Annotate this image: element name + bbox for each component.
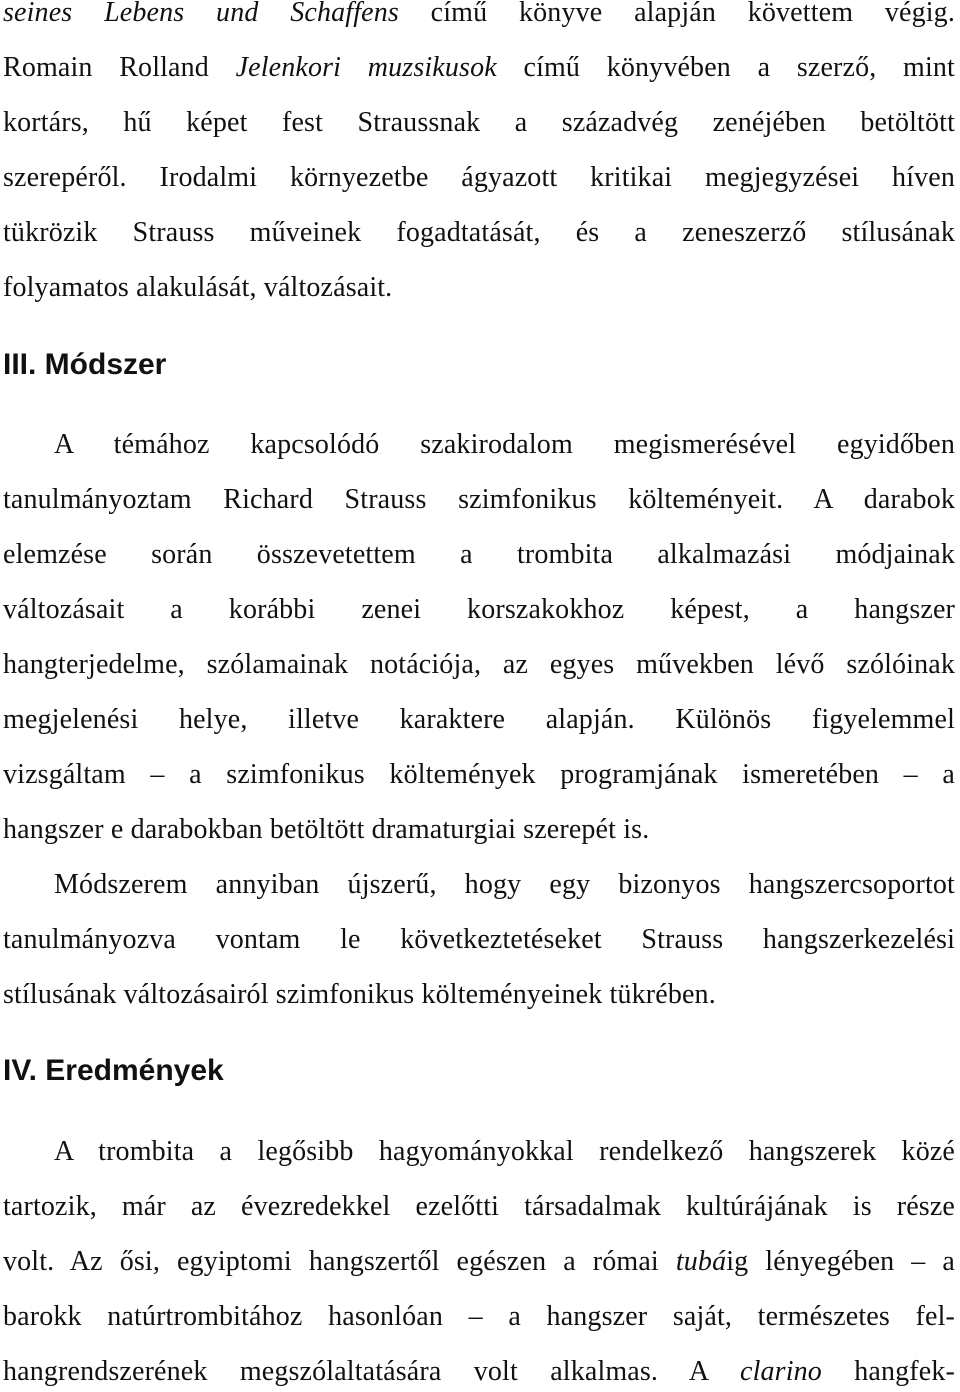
italic-term: tubá (675, 1246, 727, 1277)
text-span: hangrendszerének megszólaltatására volt alkalmas. A (3, 1356, 741, 1387)
book-title-italic: seines Lebens und Schaffens (3, 0, 399, 28)
text-line: Módszerem annyiban újszerű, hogy egy bizonyos hangszercsoportot (54, 869, 955, 900)
text-line: folyamatos alakulását, változásait. (3, 272, 393, 303)
text-line: elemzése során összevetettem a trombita alkalmazási módjainak (3, 539, 955, 570)
text-line (3, 1242, 955, 1282)
text-line: A trombita a legősibb hagyományokkal rendelkező hangszerek közé (54, 1136, 955, 1167)
text-line: kortárs, hű képet fest Straussnak a századvég zenéjében betöltött (3, 107, 955, 138)
text-line: A témához kapcsolódó szakirodalom megismerésével egyidőben (54, 429, 955, 460)
section-heading-results: IV. Eredmények (3, 1054, 224, 1087)
text-line: megjelenési helye, illetve karaktere alapján. Különös figyelemmel (3, 704, 955, 735)
italic-term: clarino (740, 1356, 822, 1387)
text-span: című könyve alapján követtem végig. (398, 0, 955, 28)
text-line: vizsgáltam – a szimfonikus költemények programjának ismeretében – a (3, 759, 955, 790)
text-line: hangszer e darabokban betöltött dramaturgiai szerepét is. (3, 814, 650, 845)
text-span: Romain Rolland (3, 52, 236, 83)
text-line (3, 0, 955, 33)
text-line: tanulmányozva vontam le következtetéseket Strauss hangszerkezelési (3, 924, 955, 955)
text-line (3, 1352, 955, 1392)
text-span: volt. Az ősi, egyiptomi hangszertől egészen a római (3, 1246, 676, 1277)
book-title-italic: Jelenkori muzsikusok (235, 52, 497, 83)
text-span: hangfek- (821, 1356, 955, 1387)
text-line: stílusának változásairól szimfonikus költeményeinek tükrében. (3, 979, 716, 1010)
text-line: hangterjedelme, szólamainak notációja, az egyes művekben lévő szólóinak (3, 649, 955, 680)
text-line (3, 48, 955, 88)
section-heading-method: III. Módszer (3, 348, 167, 381)
text-line: tartozik, már az évezredekkel ezelőtti társadalmak kultúrájának is része (3, 1191, 955, 1222)
text-span: című könyvében a szerző, mint (496, 52, 955, 83)
text-line: barokk natúrtrombitához hasonlóan – a hangszer saját, természetes fel- (3, 1301, 955, 1332)
text-span: ig lényegében – a (726, 1246, 956, 1277)
text-line: változásait a korábbi zenei korszakokhoz képest, a hangszer (3, 594, 955, 625)
text-line: tanulmányoztam Richard Strauss szimfonikus költeményeit. A darabok (3, 484, 955, 515)
text-line: szerepéről. Irodalmi környezetbe ágyazott kritikai megjegyzései híven (3, 162, 955, 193)
text-line: tükrözik Strauss műveinek fogadtatását, és a zeneszerző stílusának (3, 217, 955, 248)
